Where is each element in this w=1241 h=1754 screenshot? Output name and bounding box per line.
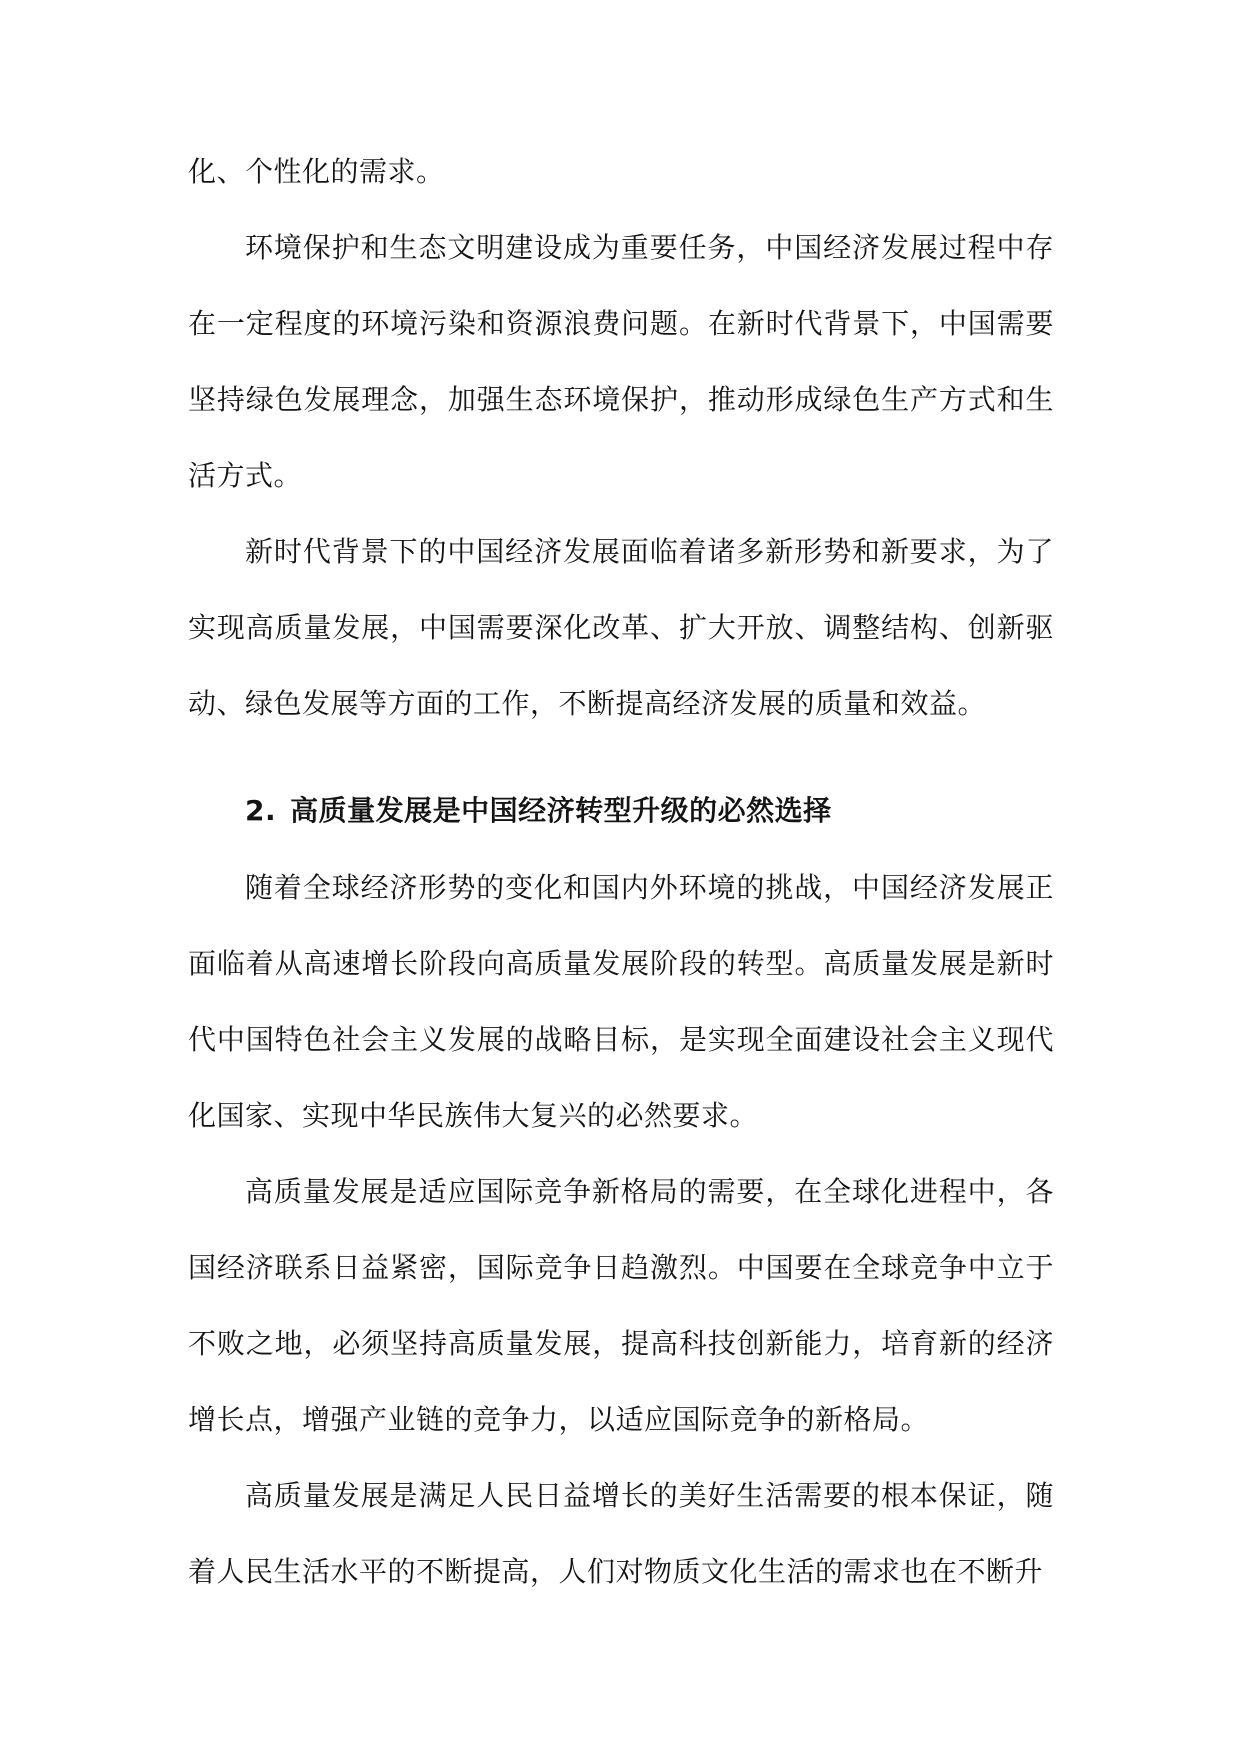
body-text-bottom [188,850,1054,1610]
section-heading [245,773,832,849]
paragraph-transition: 随着全球经济形势的变化和国内外环境的挑战，中国经济发展正面临着从高速增长阶段向高质量发展阶段的转型。高质量发展是新时代中国特色社会主义发展的战略目标，是实现全面建设社会主义现代化国家、实现中华民族伟大复兴的必然要求。 [188,871,1054,1132]
paragraph-environment: 环境保护和生态文明建设成为重要任务，中国经济发展过程中存在一定程度的环境污染和资源浪费问题。在新时代背景下，中国需要坚持绿色发展理念，加强生态环境保护，推动形成绿色生产方式和生活方式。 [188,231,1054,492]
paragraph-continuation: 化、个性化的需求。 [188,155,445,188]
paragraph-international-competition: 高质量发展是适应国际竞争新格局的需要，在全球化进程中，各国经济联系日益紧密，国际竞争日趋激烈。中国要在全球竞争中立于不败之地，必须坚持高质量发展，提高科技创新能力，培育新的经济增长点，增强产业链的竞争力，以适应国际竞争的新格局。 [188,1175,1054,1436]
section-title: 高质量发展是中国经济转型升级的必然选择 [290,794,832,827]
body-text-top [188,134,1054,742]
paragraph-people-needs: 高质量发展是满足人民日益增长的美好生活需要的根本保证，随着人民生活水平的不断提高，人们对物质文化生活的需求也在不断升 [188,1479,1054,1588]
section-number: 2. [245,794,277,827]
paragraph-new-era-summary: 新时代背景下的中国经济发展面临着诸多新形势和新要求，为了实现高质量发展，中国需要深化改革、扩大开放、调整结构、创新驱动、绿色发展等方面的工作，不断提高经济发展的质量和效益。 [188,535,1054,720]
